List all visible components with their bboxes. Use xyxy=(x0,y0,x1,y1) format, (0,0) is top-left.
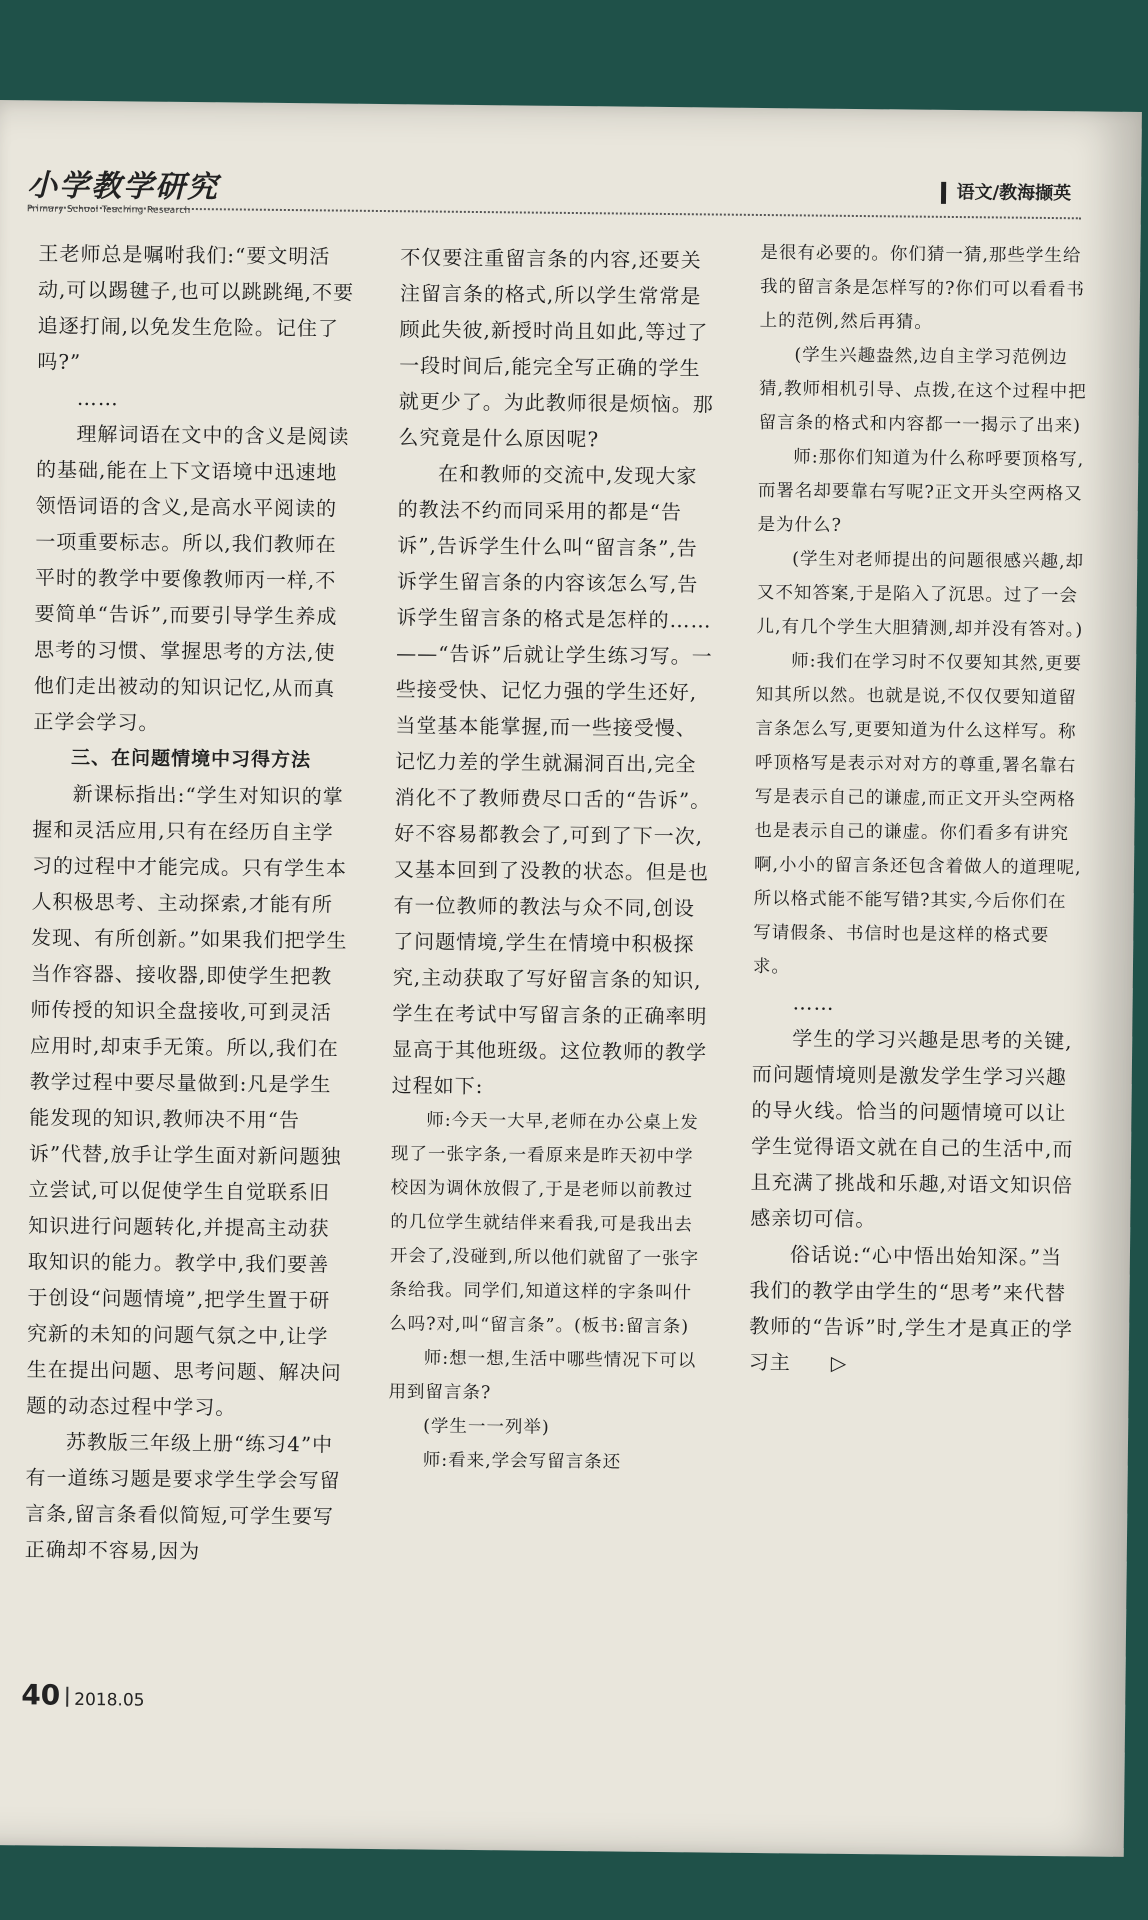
dialogue-paragraph: (学生兴趣盎然,边自主学习范例边猜,教师相机引导、点拨,在这个过程中把留言条的格式和内容都一一揭示了出来) xyxy=(758,345,1087,437)
ellipsis: …… xyxy=(792,990,835,1015)
paragraph: 苏教版三年级上册“练习4”中有一道练习题是要求学生学会写留言条,留言条看似简短,可学生要写正确却不容易,因为 xyxy=(24,1429,341,1564)
paragraph: 新课标指出:“学生对知识的掌握和灵活应用,只有在经历自主学习的过程中才能完成。只有学生本人积极思考、主动探索,才能有所发现、有所创新。”如果我们把学生当作容器、接收器,即使学生把教师传授的知识全盘接收,可到灵活应用时,却束手无策。所以,我们在教学过程中要尽量做到:凡是学生能发现的知识,教师决不用“告诉”代替,放手让学生面对新问题独立尝试,可以促使学生自觉联系旧知识进行问题转化,并提高主动获取知识的能力。教学中,我们要善于创设“问题情境”,把学生置于研究新的未知的问题气氛之中,让学生在提出问题、思考问题、解决问题的动态过程中学习。 xyxy=(26,781,348,1420)
section-tag: 语文/教海撷英 xyxy=(941,182,1071,205)
paragraph xyxy=(749,1236,1080,1383)
dialogue-paragraph: (学生对老师提出的问题很感兴趣,却又不知答案,于是陷入了沉思。过了一会儿,有几个学生大胆猜测,却并没有答对。) xyxy=(756,549,1085,641)
magazine-page xyxy=(0,100,1142,1857)
dialogue-paragraph: 师:看来,学会写留言条还 xyxy=(422,1450,622,1473)
paragraph: 在和教师的交流中,发现大家的教法不约而同采用的都是“告诉”,告诉学生什么叫“留言条”,告诉学生留言条的内容该怎么写,告诉学生留言条的格式是怎样的……——“告诉”后就让学生练习写。一些接受快、记忆力强的学生还好,当堂基本能掌握,而一些接受慢、记忆力差的学生就漏洞百出,完全消化不了教师费尽口舌的“告诉”。好不容易都教会了,可到了下一次,又基本回到了没教的状态。但是也有一位教师的教法与众不同,创设了问题情境,学生在情境中积极探究,主动获取了写好留言条的知识,学生在考试中写留言条的正确率明显高于其他班级。这位教师的教学过程如下: xyxy=(391,461,713,1099)
paragraph: 王老师总是嘱咐我们:“要文明活动,可以踢毽子,也可以跳跳绳,不要追逐打闹,以免发生危险。记住了吗?” xyxy=(37,241,355,374)
paragraph-text: 俗话说:“心中悟出始知深。”当我们的教学由学生的“思考”来代替教师的“告诉”时,学生才是真正的学习主 xyxy=(748,1242,1074,1375)
dialogue-paragraph: 师:今天一大早,老师在办公桌上发现了一张字条,一看原来是昨天初中学校因为调休放假了,于是老师以前教过的几位学生就结伴来看我,可是我出去开会了,没碰到,所以他们就留了一张字条给我。同学们,知道这样的字条叫什么吗?对,叫“留言条”。(板书:留言条) xyxy=(389,1110,700,1338)
continue-arrow-icon: ▷ xyxy=(830,1350,848,1375)
ellipsis: …… xyxy=(76,385,120,411)
text-column-3 xyxy=(749,236,1091,1383)
journal-title-cn: 小学教学研究 xyxy=(26,168,220,206)
dialogue-paragraph: 师:我们在学习时不仅要知其然,更要知其所以然。也就是说,不仅仅要知道留言条怎么写,更要知道为什么这样写。称呼顶格写是表示对对方的尊重,署名靠右写是表示自己的谦虚,而正文开头空两格也是表示自己的谦虚。你们看多有讲究啊,小小的留言条还包含着做人的道理呢,所以格式能不能写错?其实,今后你们在写请假条、书信时也是这样的格式要求。 xyxy=(752,651,1083,978)
section-heading: 三、在问题情境中习得方法 xyxy=(71,746,312,772)
dialogue-paragraph: (学生一一列举) xyxy=(423,1416,550,1438)
journal-title-en: Primary School Teaching Research xyxy=(26,204,191,217)
page-footer xyxy=(21,1678,145,1712)
text-column-1 xyxy=(25,235,359,1570)
issue-date: 2018.05 xyxy=(74,1689,145,1711)
dialogue-paragraph: 是很有必要的。你们猜一猜,那些学生给我的留言条是怎样写的?你们可以看看书上的范例,然后再猜。 xyxy=(759,242,1086,333)
footer-separator xyxy=(66,1687,68,1707)
text-column-2 xyxy=(388,239,721,1480)
paragraph: 不仅要注重留言条的内容,还要关注留言条的格式,所以学生常常是顾此失彼,新授时尚且如此,等过了一段时间后,能完全写正确的学生就更少了。为此教师很是烦恼。那么究竟是什么原因呢? xyxy=(398,245,714,452)
paragraph: 理解词语在文中的含义是阅读的基础,能在上下文语境中迅速地领悟词语的含义,是高水平阅读的一项重要标志。所以,我们教师在平时的教学中要像教师丙一样,不要简单“告诉”,而要引导学生养成思考的习惯、掌握思考的方法,使他们走出被动的知识记忆,从而真正学会学习。 xyxy=(33,421,350,735)
dialogue-paragraph: 师:那你们知道为什么称呼要顶格写,而署名却要靠右写呢?正文开头空两格又是为什么? xyxy=(757,447,1085,536)
dialogue-paragraph: 师:想一想,生活中哪些情况下可以用到留言条? xyxy=(388,1348,697,1404)
paragraph: 学生的学习兴趣是思考的关键,而问题情境则是激发学生学习兴趣的导火线。恰当的问题情境可以让学生觉得语文就在自己的生活中,而且充满了挑战和乐趣,对语文知识倍感亲切可信。 xyxy=(750,1026,1074,1232)
page-number: 40 xyxy=(21,1678,61,1712)
